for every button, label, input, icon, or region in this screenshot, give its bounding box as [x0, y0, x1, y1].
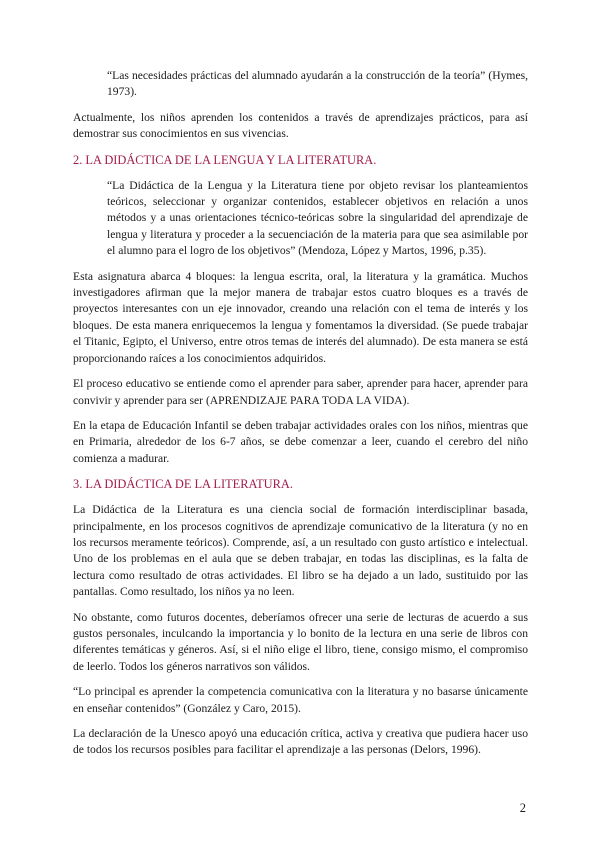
paragraph-bloques: Esta asignatura abarca 4 bloques: la lengua escrita, oral, la literatura y la gramática. Muchos investigadores afirman que la mejor manera de trabajar estos cuatro bloques es a través de proyectos interesantes con un eje innovador, creando una relación con el tema de interés y los bloques. De esta manera enriquecemos la lengua y fomentamos la diversidad. (Se puede trabajar el Titanic, Egipto, el Universo, entre otros temas de interés del alumnado). De esta manera se está proporcionando raíces a los conocimientos adquiridos.	[73, 269, 528, 365]
section-heading-2: 2. LA DIDÁCTICA DE LA LENGUA Y LA LITERATURA.	[73, 152, 377, 167]
paragraph-actualmente: Actualmente, los niños aprenden los contenidos a través de aprendizajes prácticos, para así demostrar sus conocimientos en sus vivencias.	[73, 110, 528, 141]
quote-gonzalez: “Lo principal es aprender la competencia comunicativa con la literatura y no basarse únicamente en enseñar contenidos” (González y Caro, 2015).	[73, 685, 528, 715]
paragraph-infantil: En la etapa de Educación Infantil se deben trabajar actividades orales con los niños, mientras que en Primaria, alrededor de los 6-7 años, se debe comenzar a leer, cuando el cerebro del niño comienza a madurar.	[73, 418, 528, 465]
page-content	[73, 68, 528, 768]
page-number: 2	[519, 801, 526, 815]
paragraph-proceso: El proceso educativo se entiende como el aprender para saber, aprender para hacer, aprender para convivir y aprender para ser (APRENDIZAJE PARA TODA LA VIDA).	[73, 377, 528, 407]
quote-mendoza: “La Didáctica de la Lengua y la Literatura tiene por objeto revisar los planteamientos teóricos, seleccionar y organizar contenidos, establecer objetivos en relación a unos métodos y a unas orientaciones técnico-teóricas sobre la singularidad del aprendizaje de lengua y literatura y proceder a la secuenciación de la materia para que sea asimilable por el alumno para el logro de los objetivos” (Mendoza, López y Martos, 1996, p.35).	[107, 178, 528, 258]
paragraph-didactica: La Didáctica de la Literatura es una ciencia social de formación interdisciplinar basada, principalmente, en los procesos cognitivos de aprendizaje comunicativo de la literatura (y no en los recursos meramente teóricos). Comprende, así, a un resultado con gusto artístico e intelectual. Uno de los problemas en el aula que se deben trabajar, en todas las disciplinas, es la falta de lectura como resultado de otras actividades. El libro se ha dejado a un lado, sustituido por las pantallas. Como resultado, los niños ya no leen.	[73, 503, 528, 599]
paragraph-obstante: No obstante, como futuros docentes, deberíamos ofrecer una serie de lecturas de acuerdo a sus gustos personales, inculcando la importancia y lo bonito de la lectura en una serie de libros con diferentes temáticas y géneros. Así, si el niño elige el libro, tiene, consigo mismo, el compromiso de leerlo. Todos los géneros narrativos son válidos.	[73, 610, 528, 673]
quote-hymes: “Las necesidades prácticas del alumnado ayudarán a la construcción de la teoría” (Hymes, 1973).	[107, 69, 528, 99]
paragraph-unesco: La declaración de la Unesco apoyó una educación crítica, activa y creativa que pudiera hacer uso de todos los recursos posibles para facilitar el aprendizaje a las personas (Delors, 1996).	[73, 727, 528, 757]
section-heading-3: 3. LA DIDÁCTICA DE LA LITERATURA.	[73, 477, 293, 492]
